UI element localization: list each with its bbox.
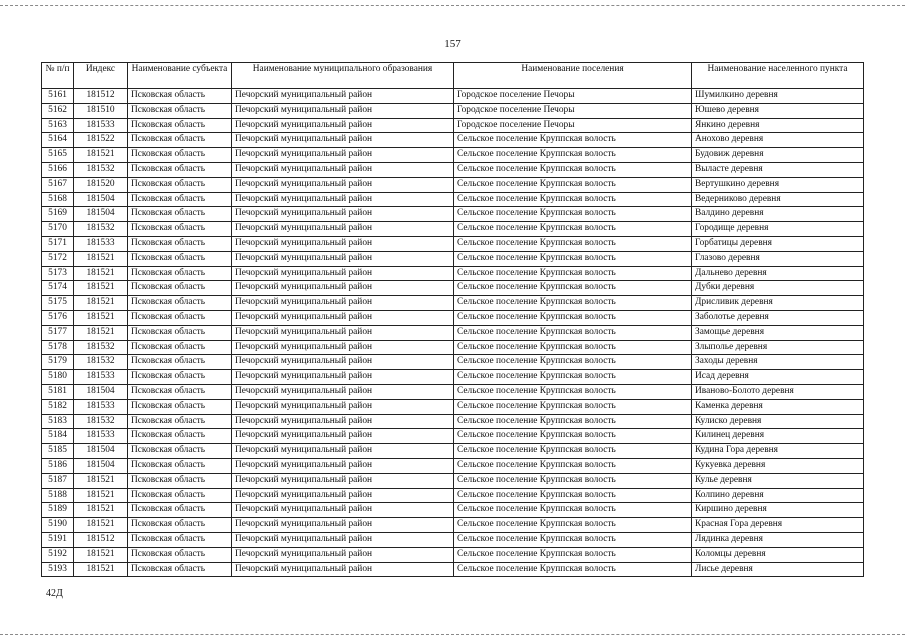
cell-settlement: Сельское поселение Круппская волость	[454, 207, 692, 222]
cell-settlement: Сельское поселение Круппская волость	[454, 370, 692, 385]
table-row	[42, 236, 864, 251]
table-row	[42, 266, 864, 281]
cell-locality: Кулье деревня	[692, 473, 864, 488]
cell-number: 5186	[42, 458, 74, 473]
cell-number: 5172	[42, 251, 74, 266]
cell-settlement: Сельское поселение Круппская волость	[454, 281, 692, 296]
cell-locality: Дальнево деревня	[692, 266, 864, 281]
cell-settlement: Сельское поселение Круппская волость	[454, 148, 692, 163]
table-row	[42, 148, 864, 163]
cell-number: 5181	[42, 384, 74, 399]
cell-municipality: Печорский муниципальный район	[232, 399, 454, 414]
cell-settlement: Городское поселение Печоры	[454, 89, 692, 104]
cell-locality: Кукуевка деревня	[692, 458, 864, 473]
cell-locality: Красная Гора деревня	[692, 518, 864, 533]
cell-number: 5167	[42, 177, 74, 192]
cell-settlement: Сельское поселение Круппская волость	[454, 296, 692, 311]
table-row	[42, 192, 864, 207]
cell-index: 181532	[74, 162, 128, 177]
cell-number: 5166	[42, 162, 74, 177]
cell-index: 181504	[74, 458, 128, 473]
cell-settlement: Сельское поселение Круппская волость	[454, 503, 692, 518]
cell-subject: Псковская область	[128, 458, 232, 473]
cell-subject: Псковская область	[128, 89, 232, 104]
cell-settlement: Городское поселение Печоры	[454, 118, 692, 133]
cell-index: 181533	[74, 236, 128, 251]
cell-settlement: Сельское поселение Круппская волость	[454, 236, 692, 251]
cell-locality: Кулиско деревня	[692, 414, 864, 429]
cell-locality: Заходы деревня	[692, 355, 864, 370]
table-row	[42, 384, 864, 399]
cell-municipality: Печорский муниципальный район	[232, 89, 454, 104]
table-row	[42, 503, 864, 518]
cell-municipality: Печорский муниципальный район	[232, 207, 454, 222]
cell-index: 181522	[74, 133, 128, 148]
cell-settlement: Сельское поселение Круппская волость	[454, 133, 692, 148]
cell-subject: Псковская область	[128, 266, 232, 281]
cell-locality: Киршино деревня	[692, 503, 864, 518]
cell-municipality: Печорский муниципальный район	[232, 325, 454, 340]
cell-municipality: Печорский муниципальный район	[232, 562, 454, 577]
cell-settlement: Сельское поселение Круппская волость	[454, 414, 692, 429]
cell-number: 5192	[42, 547, 74, 562]
cell-municipality: Печорский муниципальный район	[232, 532, 454, 547]
cell-index: 181521	[74, 296, 128, 311]
cell-subject: Псковская область	[128, 355, 232, 370]
table-row	[42, 162, 864, 177]
cell-municipality: Печорский муниципальный район	[232, 384, 454, 399]
cell-settlement: Сельское поселение Круппская волость	[454, 192, 692, 207]
cell-municipality: Печорский муниципальный район	[232, 148, 454, 163]
cell-settlement: Сельское поселение Круппская волость	[454, 355, 692, 370]
cell-number: 5176	[42, 310, 74, 325]
cell-settlement: Сельское поселение Круппская волость	[454, 384, 692, 399]
table-row	[42, 532, 864, 547]
cell-municipality: Печорский муниципальный район	[232, 266, 454, 281]
cell-subject: Псковская область	[128, 414, 232, 429]
cell-number: 5189	[42, 503, 74, 518]
cell-municipality: Печорский муниципальный район	[232, 414, 454, 429]
cell-settlement: Сельское поселение Круппская волость	[454, 177, 692, 192]
cell-settlement: Сельское поселение Круппская волость	[454, 532, 692, 547]
cell-subject: Псковская область	[128, 118, 232, 133]
table-row	[42, 562, 864, 577]
cell-subject: Псковская область	[128, 148, 232, 163]
cell-index: 181521	[74, 281, 128, 296]
cell-municipality: Печорский муниципальный район	[232, 251, 454, 266]
cell-settlement: Сельское поселение Круппская волость	[454, 562, 692, 577]
cell-subject: Псковская область	[128, 103, 232, 118]
cell-subject: Псковская область	[128, 547, 232, 562]
cell-subject: Псковская область	[128, 325, 232, 340]
table-row	[42, 355, 864, 370]
cell-subject: Псковская область	[128, 177, 232, 192]
cell-index: 181532	[74, 340, 128, 355]
cell-locality: Юшево деревня	[692, 103, 864, 118]
cell-locality: Дрисливик деревня	[692, 296, 864, 311]
header-index: Индекс	[74, 63, 128, 89]
cell-locality: Лисье деревня	[692, 562, 864, 577]
cell-locality: Выласте деревня	[692, 162, 864, 177]
cell-locality: Каменка деревня	[692, 399, 864, 414]
table-row	[42, 118, 864, 133]
cell-settlement: Сельское поселение Круппская волость	[454, 488, 692, 503]
table-row	[42, 251, 864, 266]
cell-subject: Псковская область	[128, 473, 232, 488]
cell-subject: Псковская область	[128, 399, 232, 414]
cell-municipality: Печорский муниципальный район	[232, 370, 454, 385]
cell-index: 181532	[74, 414, 128, 429]
table-row	[42, 429, 864, 444]
cell-index: 181521	[74, 266, 128, 281]
cell-number: 5188	[42, 488, 74, 503]
cell-subject: Псковская область	[128, 562, 232, 577]
cell-subject: Псковская область	[128, 310, 232, 325]
cell-index: 181521	[74, 251, 128, 266]
cell-subject: Псковская область	[128, 192, 232, 207]
cell-subject: Псковская область	[128, 236, 232, 251]
cell-number: 5171	[42, 236, 74, 251]
cell-subject: Псковская область	[128, 444, 232, 459]
cell-settlement: Сельское поселение Круппская волость	[454, 251, 692, 266]
table-row	[42, 177, 864, 192]
cell-number: 5165	[42, 148, 74, 163]
cell-index: 181504	[74, 444, 128, 459]
cell-index: 181521	[74, 473, 128, 488]
table-row	[42, 281, 864, 296]
cell-municipality: Печорский муниципальный район	[232, 473, 454, 488]
table-row	[42, 488, 864, 503]
cell-index: 181533	[74, 399, 128, 414]
cell-settlement: Сельское поселение Круппская волость	[454, 473, 692, 488]
cell-municipality: Печорский муниципальный район	[232, 133, 454, 148]
cell-index: 181521	[74, 503, 128, 518]
cell-subject: Псковская область	[128, 281, 232, 296]
cell-municipality: Печорский муниципальный район	[232, 296, 454, 311]
cell-locality: Дубки деревня	[692, 281, 864, 296]
cell-subject: Псковская область	[128, 222, 232, 237]
cell-subject: Псковская область	[128, 296, 232, 311]
cell-municipality: Печорский муниципальный район	[232, 310, 454, 325]
cell-index: 181533	[74, 370, 128, 385]
table-row	[42, 340, 864, 355]
cell-municipality: Печорский муниципальный район	[232, 162, 454, 177]
cell-locality: Янкино деревня	[692, 118, 864, 133]
cell-number: 5170	[42, 222, 74, 237]
cell-settlement: Сельское поселение Круппская волость	[454, 266, 692, 281]
cell-locality: Замощье деревня	[692, 325, 864, 340]
cell-index: 181521	[74, 148, 128, 163]
cell-locality: Исад деревня	[692, 370, 864, 385]
table-row	[42, 370, 864, 385]
cell-municipality: Печорский муниципальный район	[232, 118, 454, 133]
cell-index: 181533	[74, 118, 128, 133]
cell-settlement: Сельское поселение Круппская волость	[454, 444, 692, 459]
cell-settlement: Сельское поселение Круппская волость	[454, 399, 692, 414]
cell-settlement: Городское поселение Печоры	[454, 103, 692, 118]
cell-municipality: Печорский муниципальный район	[232, 281, 454, 296]
cell-subject: Псковская область	[128, 251, 232, 266]
cell-locality: Лядинка деревня	[692, 532, 864, 547]
cell-index: 181521	[74, 325, 128, 340]
cell-number: 5179	[42, 355, 74, 370]
cell-subject: Псковская область	[128, 518, 232, 533]
table-row	[42, 414, 864, 429]
cell-number: 5163	[42, 118, 74, 133]
header-locality: Наименование населенного пункта	[692, 63, 864, 89]
cell-number: 5183	[42, 414, 74, 429]
header-number: № п/п	[42, 63, 74, 89]
cell-locality: Горбатицы деревня	[692, 236, 864, 251]
cell-subject: Псковская область	[128, 429, 232, 444]
cell-subject: Псковская область	[128, 162, 232, 177]
header-settlement: Наименование поселения	[454, 63, 692, 89]
table-row	[42, 325, 864, 340]
cell-locality: Колпино деревня	[692, 488, 864, 503]
cell-index: 181521	[74, 547, 128, 562]
cell-locality: Глазово деревня	[692, 251, 864, 266]
cell-locality: Анохово деревня	[692, 133, 864, 148]
cell-locality: Городище деревня	[692, 222, 864, 237]
cell-settlement: Сельское поселение Круппская волость	[454, 162, 692, 177]
cell-number: 5169	[42, 207, 74, 222]
cell-locality: Заболотье деревня	[692, 310, 864, 325]
cell-number: 5184	[42, 429, 74, 444]
cell-locality: Ведерниково деревня	[692, 192, 864, 207]
cell-municipality: Печорский муниципальный район	[232, 103, 454, 118]
cell-index: 181512	[74, 89, 128, 104]
cell-number: 5180	[42, 370, 74, 385]
cell-number: 5178	[42, 340, 74, 355]
table-body	[42, 89, 864, 577]
cell-index: 181521	[74, 310, 128, 325]
table-header	[42, 63, 864, 89]
cell-number: 5161	[42, 89, 74, 104]
cell-municipality: Печорский муниципальный район	[232, 340, 454, 355]
cell-subject: Псковская область	[128, 488, 232, 503]
cell-locality: Иваново-Болото деревня	[692, 384, 864, 399]
cell-number: 5185	[42, 444, 74, 459]
table-row	[42, 296, 864, 311]
cell-number: 5193	[42, 562, 74, 577]
cell-subject: Псковская область	[128, 532, 232, 547]
cell-municipality: Печорский муниципальный район	[232, 222, 454, 237]
cell-number: 5174	[42, 281, 74, 296]
table-row	[42, 89, 864, 104]
cell-municipality: Печорский муниципальный район	[232, 503, 454, 518]
cell-municipality: Печорский муниципальный район	[232, 177, 454, 192]
cell-locality: Будовиж деревня	[692, 148, 864, 163]
table-row	[42, 133, 864, 148]
cell-locality: Вертушкино деревня	[692, 177, 864, 192]
scan-edge-bottom	[0, 634, 905, 635]
table-row	[42, 103, 864, 118]
cell-number: 5175	[42, 296, 74, 311]
cell-subject: Псковская область	[128, 384, 232, 399]
cell-subject: Псковская область	[128, 503, 232, 518]
cell-index: 181512	[74, 532, 128, 547]
cell-settlement: Сельское поселение Круппская волость	[454, 547, 692, 562]
cell-settlement: Сельское поселение Круппская волость	[454, 222, 692, 237]
table-row	[42, 458, 864, 473]
cell-index: 181504	[74, 207, 128, 222]
cell-index: 181510	[74, 103, 128, 118]
header-row	[42, 63, 864, 89]
cell-locality: Шумилкино деревня	[692, 89, 864, 104]
cell-subject: Псковская область	[128, 370, 232, 385]
cell-municipality: Печорский муниципальный район	[232, 488, 454, 503]
cell-number: 5168	[42, 192, 74, 207]
table-row	[42, 473, 864, 488]
cell-index: 181504	[74, 192, 128, 207]
cell-settlement: Сельское поселение Круппская волость	[454, 458, 692, 473]
table-row	[42, 310, 864, 325]
cell-locality: Килинец деревня	[692, 429, 864, 444]
cell-number: 5187	[42, 473, 74, 488]
cell-municipality: Печорский муниципальный район	[232, 444, 454, 459]
table-row	[42, 222, 864, 237]
cell-index: 181532	[74, 355, 128, 370]
page-number: 157	[444, 38, 461, 50]
cell-municipality: Печорский муниципальный район	[232, 547, 454, 562]
cell-locality: Кудина Гора деревня	[692, 444, 864, 459]
cell-municipality: Печорский муниципальный район	[232, 429, 454, 444]
cell-index: 181532	[74, 222, 128, 237]
cell-index: 181521	[74, 518, 128, 533]
cell-municipality: Печорский муниципальный район	[232, 236, 454, 251]
cell-number: 5182	[42, 399, 74, 414]
cell-number: 5190	[42, 518, 74, 533]
cell-settlement: Сельское поселение Круппская волость	[454, 518, 692, 533]
table-row	[42, 399, 864, 414]
footer-code: 42Д	[46, 588, 63, 599]
cell-number: 5164	[42, 133, 74, 148]
scan-edge-top	[0, 5, 905, 6]
cell-number: 5173	[42, 266, 74, 281]
cell-municipality: Печорский муниципальный район	[232, 518, 454, 533]
cell-settlement: Сельское поселение Круппская волость	[454, 325, 692, 340]
cell-subject: Псковская область	[128, 133, 232, 148]
cell-number: 5177	[42, 325, 74, 340]
table-row	[42, 547, 864, 562]
table-row	[42, 444, 864, 459]
cell-index: 181521	[74, 488, 128, 503]
cell-municipality: Печорский муниципальный район	[232, 192, 454, 207]
cell-municipality: Печорский муниципальный район	[232, 355, 454, 370]
cell-settlement: Сельское поселение Круппская волость	[454, 429, 692, 444]
settlements-table	[41, 62, 864, 577]
cell-index: 181520	[74, 177, 128, 192]
table-row	[42, 518, 864, 533]
cell-settlement: Сельское поселение Круппская волость	[454, 310, 692, 325]
cell-index: 181533	[74, 429, 128, 444]
cell-index: 181521	[74, 562, 128, 577]
cell-number: 5191	[42, 532, 74, 547]
header-subject: Наименование субъекта	[128, 63, 232, 89]
header-municipality: Наименование муниципального образования	[232, 63, 454, 89]
cell-locality: Валдино деревня	[692, 207, 864, 222]
cell-locality: Коломцы деревня	[692, 547, 864, 562]
cell-number: 5162	[42, 103, 74, 118]
cell-index: 181504	[74, 384, 128, 399]
cell-locality: Злыполье деревня	[692, 340, 864, 355]
cell-subject: Псковская область	[128, 207, 232, 222]
table-row	[42, 207, 864, 222]
cell-municipality: Печорский муниципальный район	[232, 458, 454, 473]
cell-settlement: Сельское поселение Круппская волость	[454, 340, 692, 355]
cell-subject: Псковская область	[128, 340, 232, 355]
